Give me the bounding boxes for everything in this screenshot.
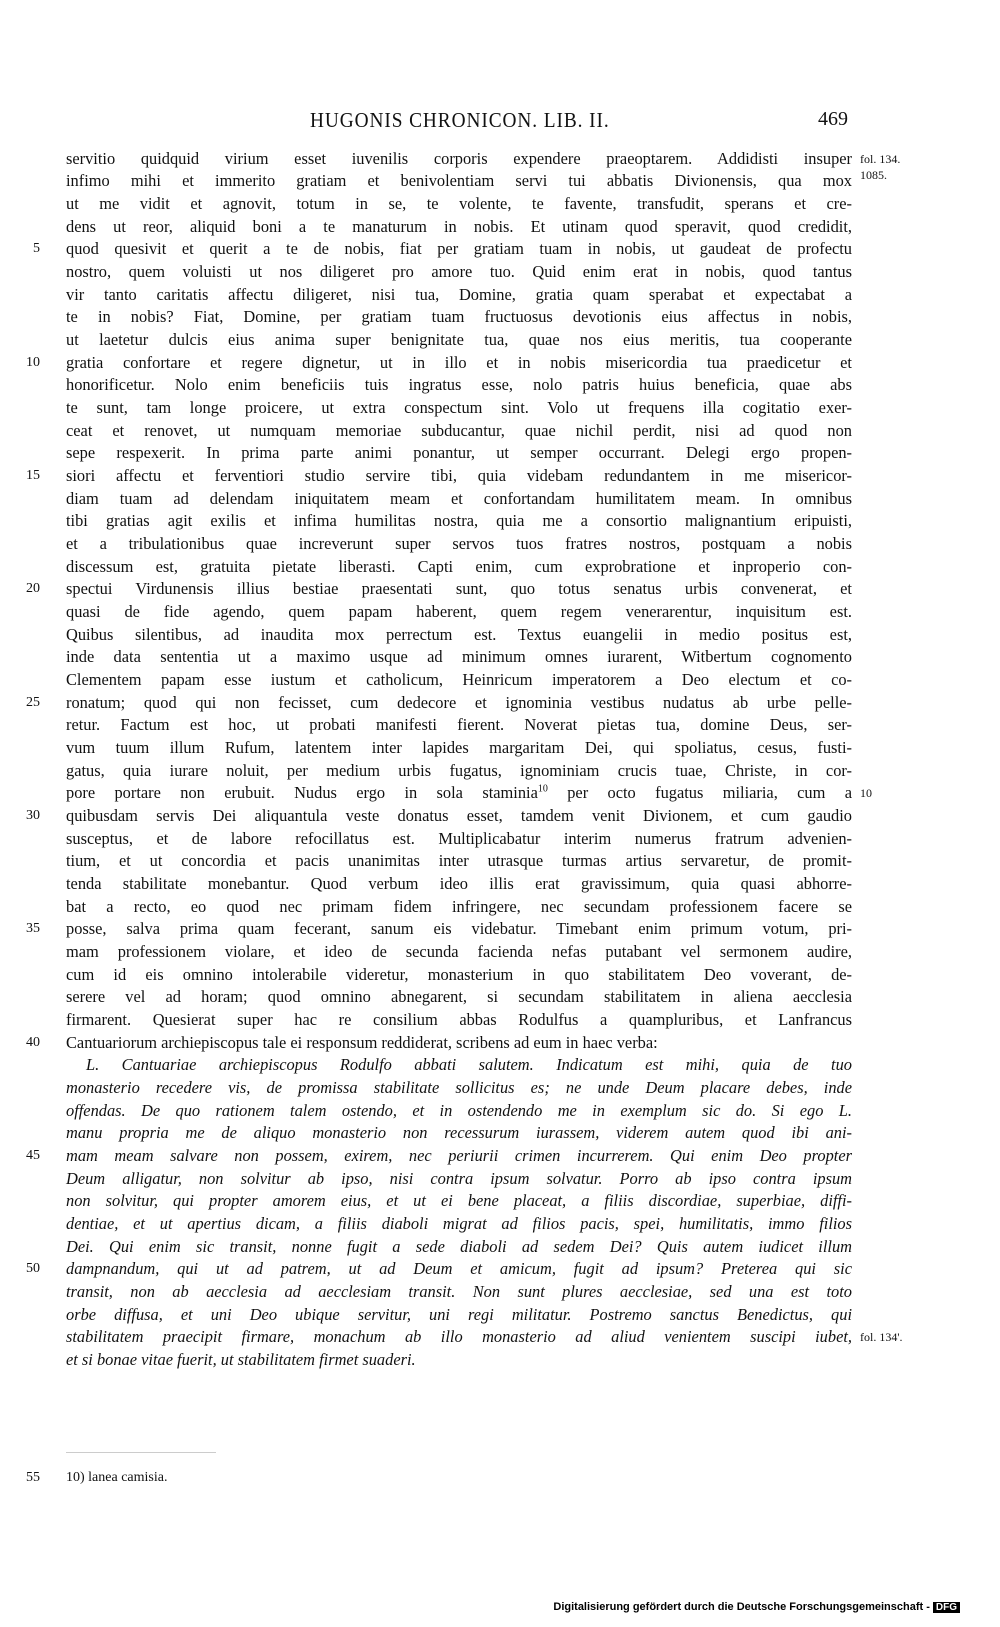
letter-line: transit, non ab aecclesia ad aecclesiam transit. Non sunt plures aecclesiae, sed una est toto xyxy=(66,1282,852,1301)
letter-line: stabilitatem praecipit firmare, monachum ab illo monasterio ad aliud venientem suscipi iubet, xyxy=(66,1327,852,1346)
letter-line: L. Cantuariae archiepiscopus Rodulfo abbati salutem. Indicatum est mihi, quia de tuo xyxy=(86,1055,852,1074)
text-line: firmarent. Quesierat super hac re consilium abbas Rodulfus a quampluribus, et Lanfrancus xyxy=(66,1010,852,1029)
text-line: ut me vidit et agnovit, totum in se, te volente, te favente, transfudit, sperans et cre- xyxy=(66,194,852,213)
line-number: 10 xyxy=(26,355,40,370)
line-number: 35 xyxy=(26,921,40,936)
line-number: 50 xyxy=(26,1261,40,1276)
letter-line: et si bonae vitae fuerit, ut stabilitatem firmet suaderi. xyxy=(66,1350,416,1369)
line-number: 5 xyxy=(33,241,40,256)
text-segment: pore portare non erubuit. Nudus ergo in sola staminia xyxy=(66,783,538,802)
text-line: te in nobis? Fiat, Domine, per gratiam tuam fructuosus devotionis eius affectus in nobis, xyxy=(66,307,852,326)
text-line: quibusdam servis Dei aliquantula veste donatus esset, tamdem venit Divionem, et cum gaudio xyxy=(66,806,852,825)
text-line: Quibus silentibus, ad inaudita mox perrectum est. Textus euangelii in medio positus est, xyxy=(66,625,852,644)
letter-line: dentiae, et ut apertius dicam, a filiis diaboli migrat ad filios pacis, spei, humilitatis, immo filios xyxy=(66,1214,852,1233)
page-number: 469 xyxy=(818,108,848,130)
line-number: 20 xyxy=(26,581,40,596)
text-line: Clementem papam esse iustum et catholicum, Heinricum imperatorem a Deo electum et co- xyxy=(66,670,852,689)
text-line: ut laetetur dulcis eius anima super benignitate tua, quae nos eius meritis, tua cooperante xyxy=(66,330,852,349)
letter-line: mam meam salvare non possem, exirem, nec periurii crimen incurrerem. Qui enim Deo propter xyxy=(66,1146,852,1165)
text-line: siori affectu et ferventiori studio servire tibi, quia videbam redundantem in me misericor- xyxy=(66,466,852,485)
margin-folio: fol. 134'. xyxy=(860,1330,903,1344)
letter-line: Dei. Qui enim sic transit, nonne fugit a sede diaboli ad sedem Dei? Quis autem iudicet illum xyxy=(66,1237,852,1256)
dfg-logo: DFG xyxy=(933,1602,960,1613)
line-number: 45 xyxy=(26,1148,40,1163)
page-title: HUGONIS CHRONICON. LIB. II. xyxy=(310,108,610,132)
letter-line: manu propria me de aliquo monasterio non recessurum iurassem, viderem autem quod ibi ani- xyxy=(66,1123,852,1142)
text-line: retur. Factum est hoc, ut probati manifesti fierent. Noverat pietas tua, domine Deus, ser- xyxy=(66,715,852,734)
text-line: et a tribulationibus quae increverunt super servos tuos fratres nostros, postquam a nobis xyxy=(66,534,852,553)
text-line: discessum est, gratuita pietate liberasti. Capti enim, cum exprobratione et inproperio con- xyxy=(66,557,852,576)
running-header xyxy=(0,108,1000,138)
credit-text: Digitalisierung gefördert durch die Deutsche Forschungsgemeinschaft - xyxy=(553,1601,930,1613)
text-line: tibi gratias agit exilis et infima humilitas nostra, quia me a consortio malignantium eripuisti, xyxy=(66,511,852,530)
text-line: vir tanto caritatis affectu diligeret, nisi tua, Domine, gratia quam sperabat et expectabat a xyxy=(66,285,852,304)
line-number: 55 xyxy=(26,1470,40,1485)
text-line: inde data sententia ut a maximo usque ad minimum omnes iurarent, Witbertum cognomento xyxy=(66,647,852,666)
text-segment: per octo fugatus miliaria, cum a xyxy=(567,783,853,802)
text-line-with-note xyxy=(66,782,852,804)
footnote xyxy=(66,1468,167,1488)
line-number: 25 xyxy=(26,695,40,710)
footnote-divider xyxy=(66,1452,216,1453)
text-line: bat a recto, eo quod nec primam fidem infringere, nec secundam professionem facere se xyxy=(66,897,852,916)
text-line: susceptus, et de labore refocillatus est. Multiplicabatur interim numerus fratrum advenien- xyxy=(66,829,852,848)
letter-line: non solvitur, qui propter amorem eius, et ut ei bene placeat, a filiis discordiae, superbiae, diffi- xyxy=(66,1191,852,1210)
letter-line: offendas. De quo rationem talem ostendo, et in ostendendo me in exemplum sic do. Si ego L. xyxy=(66,1101,852,1120)
line-number: 40 xyxy=(26,1035,40,1050)
text-line: gratia confortare et regere dignetur, ut in illo et in nobis misericordia tua praedicetur et xyxy=(66,353,852,372)
text-line: nostro, quem voluisti ut nos diligeret pro amore tuo. Quid enim erat in nobis, quod tantus xyxy=(66,262,852,281)
text-line: sepe respexerit. In prima parte animi ponantur, ut semper occurrant. Delegi ergo propen- xyxy=(66,443,852,462)
letter-line: monasterio recedere vis, de promissa stabilitate sollicitus es; ne unde Deum placare debes, inde xyxy=(66,1078,852,1097)
text-line: posse, salva prima quam fecerant, sanum eis videbatur. Timebant enim primum votum, pri- xyxy=(66,919,852,938)
margin-folio: fol. 134. xyxy=(860,152,901,166)
footnote-ref: 10 xyxy=(537,783,548,795)
text-line: diam tuam ad delendam iniquitatem meam et confortandam humilitatem meam. In omnibus xyxy=(66,489,852,508)
text-line: te sunt, tam longe proicere, ut extra conspectum sint. Volo ut frequens illa cogitatio exer- xyxy=(66,398,852,417)
letter-line: orbe diffusa, et uni Deo ubique servitur, uni regi militatur. Postremo sanctus Benedictus, qui xyxy=(66,1305,852,1324)
text-line: gatus, quia iurare noluit, per medium urbis fugatus, ignominiam crucis tuae, Christe, in cor- xyxy=(66,761,852,780)
text-line: ceat et renovet, ut numquam memoriae subducantur, quae nichil perdit, nisi ad quod non xyxy=(66,421,852,440)
text-line: dens ut reor, aliquid boni a te manaturum in nobis. Et utinam quod speravit, quod credidit, xyxy=(66,217,852,236)
digitization-credit xyxy=(553,1601,960,1613)
footnote-text: lanea camisia. xyxy=(88,1470,168,1485)
text-line: mam professionem violare, et ideo de secunda facienda nefas putabant vel sermonem audire, xyxy=(66,942,852,961)
text-line: spectui Virdunensis illius bestiae praesentati sunt, quo totus senatus urbis convenerat, et xyxy=(66,579,852,598)
line-number: 15 xyxy=(26,468,40,483)
text-line: cum id eis omnino intolerabile videretur, monasterium in quo stabilitatem Deo voverant, de- xyxy=(66,965,852,984)
text-line: infimo mihi et immerito gratiam et benivolentiam servi tui abbatis Divionensis, qua mox xyxy=(66,171,852,190)
text-line: quasi de fide agendo, quem papam haberent, quem regem venerarentur, inquisitum est. xyxy=(66,602,852,621)
text-line: ronatum; quod qui non fecisset, cum dedecore et ignominia vestibus nudatus ab urbe pelle- xyxy=(66,693,852,712)
text-line: vum tuum illum Rufum, latentem inter lapides margaritam Dei, qui spoliatus, cesus, fusti- xyxy=(66,738,852,757)
text-line: honorificetur. Nolo enim beneficiis tuis ingratus esse, nolo patris huius beneficia, quae abs xyxy=(66,375,852,394)
margin-reference: 10 xyxy=(860,786,872,800)
text-line: servitio quidquid virium esset iuvenilis corporis expendere praeoptarem. Addidisti insuper xyxy=(66,149,852,168)
text-line: tium, et ut concordia et pacis unanimitas inter utrasque turmas artius servaretur, de promit- xyxy=(66,851,852,870)
letter-line: Deum alligatur, non solvitur ab ipso, nisi contra ipsum solvatur. Porro ab ipso contra ipsum xyxy=(66,1169,852,1188)
footnote-mark: 10) xyxy=(66,1470,85,1485)
text-line: tenda stabilitate monebantur. Quod verbum ideo illis erat gravissimum, quia quasi abhorre- xyxy=(66,874,852,893)
text-line: Cantuariorum archiepiscopus tale ei responsum reddiderat, scribens ad eum in haec verba: xyxy=(66,1033,658,1052)
line-number: 30 xyxy=(26,808,40,823)
letter-line: dampnandum, qui ut ad patrem, ut ad Deum et amicum, fugit ad ipsum? Preterea qui sic xyxy=(66,1259,852,1278)
text-line: serere vel ad horam; quod omnino abnegarent, si secundam stabilitatem in aliena aecclesia xyxy=(66,987,852,1006)
margin-year: 1085. xyxy=(860,168,887,182)
text-line: quod quesivit et querit a te de nobis, fiat per gratiam tuam in nobis, ut gaudeat de profectu xyxy=(66,239,852,258)
